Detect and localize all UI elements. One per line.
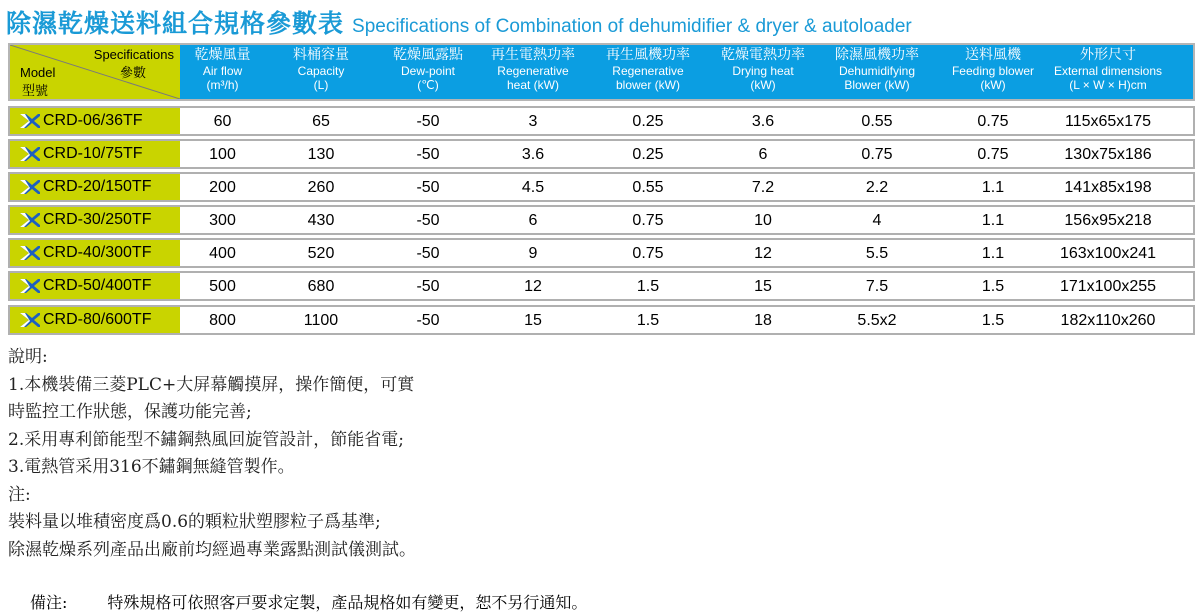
table-cell: 0.75 (632, 212, 664, 229)
table-cell: 3.6 (521, 146, 545, 163)
table-cell: 3 (528, 113, 538, 130)
table-cell: 130 (307, 146, 335, 163)
table-cell: 0.75 (861, 146, 893, 163)
table-cell: 1.5 (636, 312, 660, 329)
column-header: 送料風機 Feeding blower (kW) (951, 47, 1035, 92)
model-cell: CRD-10/75TF (10, 141, 180, 167)
column-header: 再生電熱功率 Regenerative heat (kW) (491, 47, 575, 92)
note-line: 裝料量以堆積密度爲0.6的顆粒狀塑膠粒子爲基準; (8, 512, 381, 532)
page-title: 除濕乾燥送料組合規格參數表 Specifications of Combination of dehumidifier & dryer & autoloader (6, 9, 912, 38)
column-header: 再生風機功率 Regenerative blower (kW) (606, 47, 690, 92)
table-cell: 163x100x241 (1059, 245, 1157, 262)
table-cell: -50 (416, 245, 440, 262)
table-row (8, 106, 1195, 136)
table-cell: 1.1 (981, 179, 1005, 196)
table-cell: 156x95x218 (1064, 212, 1152, 229)
table-cell: 9 (528, 245, 538, 262)
note-line: 說明: (8, 347, 48, 367)
note-line: 時監控工作狀態，保護功能完善; (8, 402, 252, 422)
logo-icon (20, 313, 40, 327)
table-cell: 7.5 (865, 278, 889, 295)
table-cell: 1.1 (981, 212, 1005, 229)
table-row (8, 172, 1195, 202)
table-cell: 60 (213, 113, 232, 130)
table-cell: -50 (416, 113, 440, 130)
table-cell: 4.5 (521, 179, 545, 196)
table-cell: -50 (416, 179, 440, 196)
table-cell: 1.5 (981, 312, 1005, 329)
logo-icon (20, 213, 40, 227)
logo-icon (20, 147, 40, 161)
logo-icon (20, 246, 40, 260)
logo-icon (20, 180, 40, 194)
table-cell: 12 (754, 245, 772, 262)
column-header: 乾燥電熱功率 Drying heat (kW) (721, 47, 805, 92)
note-line: 注: (8, 484, 31, 505)
table-row (8, 139, 1195, 169)
column-header: 除濕風機功率 Dehumidifying Blower (kW) (835, 47, 919, 92)
table-cell: -50 (416, 312, 440, 329)
note-line: 2.采用專利節能型不鏽鋼熱風回旋管設計，節能省電; (8, 429, 404, 450)
table-cell: 5.5x2 (857, 312, 897, 329)
table-cell: 3.6 (751, 113, 775, 130)
note-line: 3.電熱管采用316不鏽鋼無縫管製作。 (8, 457, 295, 477)
table-cell: -50 (416, 146, 440, 163)
model-cell: CRD-40/300TF (10, 240, 180, 266)
table-cell: -50 (416, 278, 440, 295)
table-cell: 400 (209, 245, 236, 262)
table-cell: 7.2 (751, 179, 775, 196)
table-row (8, 238, 1195, 268)
table-cell: 182x110x260 (1060, 312, 1156, 329)
table-cell: 0.55 (632, 179, 664, 196)
table-cell: 1.5 (636, 278, 660, 295)
table-cell: 1.1 (981, 245, 1005, 262)
model-cell: CRD-20/150TF (10, 174, 180, 200)
column-header: 料桶容量 Capacity (L) (293, 47, 349, 92)
table-cell: 0.25 (632, 146, 664, 163)
table-cell: 5.5 (865, 245, 889, 262)
table-cell: 130x75x186 (1064, 146, 1152, 163)
table-cell: 0.75 (977, 113, 1009, 130)
table-cell: 200 (209, 179, 236, 196)
table-row (8, 271, 1195, 301)
table-cell: 15 (754, 278, 772, 295)
table-cell: 500 (209, 278, 236, 295)
column-header: 乾燥風量 Air flow (m³/h) (194, 47, 251, 92)
table-cell: 100 (209, 146, 236, 163)
table-cell: 4 (872, 212, 882, 229)
table-cell: 65 (312, 113, 330, 130)
table-cell: 1100 (303, 312, 339, 329)
column-header: 乾燥風露點 Dew-point (℃) (393, 47, 463, 92)
note-line: 1.本機裝備三菱PLC+大屏幕觸摸屏，操作簡便，可實 (8, 374, 415, 395)
table-row (8, 305, 1195, 335)
table-cell: 15 (524, 312, 542, 329)
model-cell: CRD-80/600TF (10, 307, 180, 333)
table-cell: 18 (754, 312, 772, 329)
note-line: 除濕乾燥系列產品出廠前均經過專業露點測試儀測試。 (8, 539, 416, 560)
table-cell: 6 (528, 212, 538, 229)
table-cell: 6 (758, 146, 768, 163)
table-cell: 0.55 (861, 113, 893, 130)
table-cell: 300 (209, 212, 236, 229)
logo-icon (20, 114, 40, 128)
table-cell: 680 (307, 278, 335, 295)
model-cell: CRD-06/36TF (10, 108, 180, 134)
table-cell: 115x65x175 (1065, 113, 1151, 130)
remark: 備注: 特殊規格可依照客戸要求定製，產品規格如有變更，恕不另行通知。 (30, 593, 588, 612)
model-cell: CRD-30/250TF (10, 207, 180, 233)
table-cell: 2.2 (865, 179, 889, 196)
table-cell: 0.75 (632, 245, 664, 262)
table-cell: 800 (209, 312, 236, 329)
table-cell: 1.5 (981, 278, 1005, 295)
logo-icon (20, 279, 40, 293)
table-cell: 520 (307, 245, 335, 262)
table-cell: 141x85x198 (1064, 179, 1152, 196)
table-cell: 260 (307, 179, 335, 196)
corner-cell: Specifications 參數 Model 型號 (10, 45, 180, 99)
table-cell: 12 (524, 278, 542, 295)
table-cell: 0.75 (977, 146, 1009, 163)
table-cell: 0.25 (632, 113, 664, 130)
table-row (8, 205, 1195, 235)
table-cell: 10 (754, 212, 772, 229)
column-header: 外形尺寸 External dimensions (L × W × H)cm (1053, 47, 1163, 92)
table-header (8, 43, 1195, 101)
table-cell: -50 (416, 212, 440, 229)
notes (8, 344, 416, 564)
table-cell: 171x100x255 (1059, 278, 1157, 295)
table-cell: 430 (307, 212, 335, 229)
model-cell: CRD-50/400TF (10, 273, 180, 299)
